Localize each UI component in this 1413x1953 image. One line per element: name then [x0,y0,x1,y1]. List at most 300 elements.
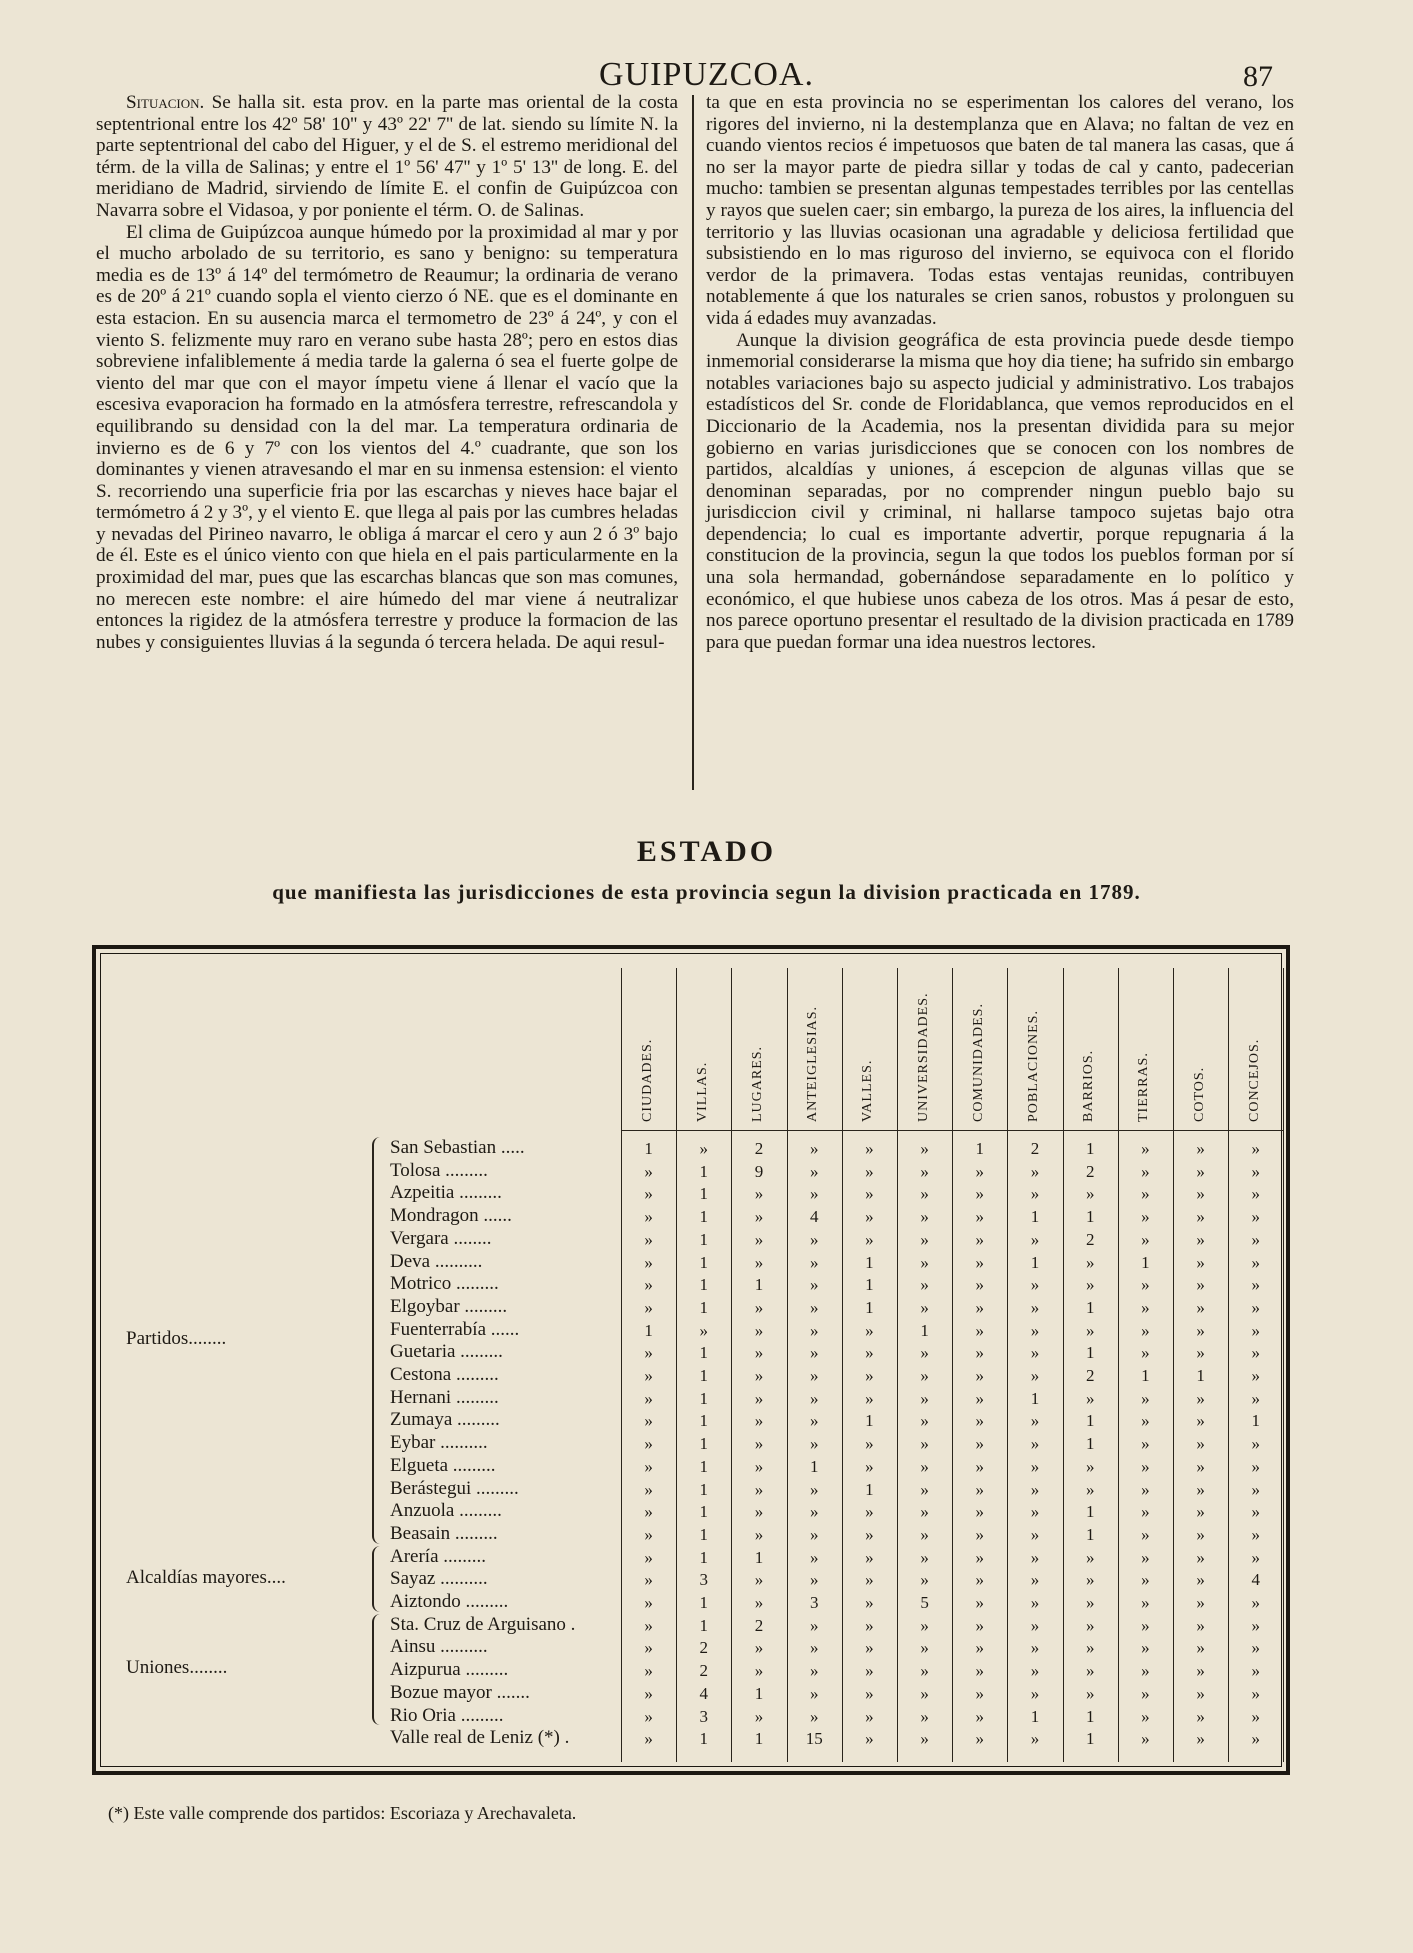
table-cell: » [865,1593,874,1612]
table-cell: » [1085,1320,1095,1340]
table-cell: » [865,1184,874,1204]
table-cell: 15 [805,1729,823,1749]
column-rule [842,968,843,1762]
row-label: Hernani ......... [390,1386,499,1408]
table-cell: » [1030,1184,1040,1204]
table-cell: » [1141,1161,1150,1181]
table-cell: » [754,1207,764,1227]
table-cell: » [809,1343,819,1363]
table-cell: 1 [975,1139,985,1158]
table-cell: » [644,1366,653,1385]
table-cell: » [1196,1184,1205,1204]
table-cell: » [1251,1343,1261,1363]
lead-word: Situacion. [126,92,205,113]
row-label: Fuenterrabía ...... [390,1318,520,1340]
column-rule [1228,968,1229,1762]
table-cell: » [809,1388,819,1408]
table-cell: » [754,1502,764,1522]
column-rule [1007,968,1008,1762]
table-cell: » [920,1207,929,1227]
table-cell: 1 [865,1297,874,1317]
table-cell: 1 [699,1366,709,1385]
table-cell: 1 [699,1411,709,1431]
row-label: Eybar .......... [390,1432,488,1454]
table-cell: » [754,1297,764,1317]
row-label: Zumaya ......... [390,1409,500,1431]
table-cell: » [1251,1366,1261,1385]
table-cell: 1 [754,1729,764,1749]
table-cell: » [809,1479,819,1499]
table-cell: » [1196,1661,1205,1681]
table-cell: » [644,1502,653,1522]
table-cell: » [809,1570,819,1590]
table-cell: 1 [699,1502,709,1522]
table-cell: » [1251,1388,1261,1408]
column-rule [731,968,732,1762]
table-cell: » [920,1275,929,1295]
table-cell: » [809,1297,819,1317]
table-cell: » [920,1343,929,1363]
table-cell: » [754,1388,764,1408]
row-label: Vergara ........ [390,1227,492,1249]
table-cell: » [644,1547,653,1567]
table-cell: » [1196,1343,1205,1363]
table-cell: 9 [754,1161,764,1181]
table-cell: 1 [1085,1524,1095,1544]
table-cell: 1 [1196,1366,1205,1385]
table-cell: 1 [1085,1207,1095,1227]
table-cell: » [975,1479,985,1499]
column-header: VILLAS. [694,1061,710,1122]
table-cell: » [1030,1297,1040,1317]
table-cell: 1 [865,1275,874,1295]
table-cell: » [1085,1570,1095,1590]
table-cell: 1 [699,1297,709,1317]
table-cell: » [1251,1661,1261,1681]
group-brace [372,1614,384,1726]
table-cell: » [1141,1343,1150,1363]
table-cell: » [1141,1502,1150,1522]
table-cell: » [1251,1297,1261,1317]
table-cell: 1 [1141,1366,1150,1385]
table-cell: 2 [1030,1139,1040,1158]
table-cell: » [920,1252,929,1272]
table-cell: » [865,1434,874,1454]
table-cell: » [754,1524,764,1544]
table-cell: » [975,1661,985,1681]
table-cell: 2 [1085,1229,1095,1249]
table-cell: 1 [644,1320,653,1340]
table-cell: » [975,1275,985,1295]
table-cell: » [754,1706,764,1726]
header-rule [621,1130,1283,1131]
table-cell: » [1141,1434,1150,1454]
table-cell: » [975,1297,985,1317]
table-cell: » [975,1252,985,1272]
table-cell: » [1141,1207,1150,1227]
table-cell: » [865,1161,874,1181]
table-cell: » [975,1207,985,1227]
group-brace [372,1546,384,1612]
column-header: LUGARES. [750,1045,765,1122]
table-cell: » [1196,1479,1205,1499]
table-cell: » [1085,1456,1095,1476]
table-cell: » [754,1570,764,1590]
table-cell: 1 [1141,1252,1150,1272]
table-cell: » [1251,1593,1261,1612]
table-cell: 1 [699,1456,709,1476]
table-cell: 3 [699,1706,709,1726]
table-cell: 2 [699,1661,709,1681]
table-cell: » [644,1683,653,1703]
table-cell: » [1030,1411,1040,1431]
table-cell: » [975,1615,985,1635]
column-header: ANTEIGLESIAS. [805,1005,821,1122]
row-label: Motrico ......... [390,1273,499,1295]
table-cell: 4 [809,1207,819,1227]
row-label: Arería ......... [390,1545,487,1567]
column-rule [621,968,622,1762]
column-rule [897,968,898,1762]
table-cell: » [1196,1683,1205,1703]
table-cell: » [644,1388,653,1408]
table-cell: » [1251,1524,1261,1544]
table-cell: » [809,1706,819,1726]
table-cell: » [1085,1252,1095,1272]
table-cell: 1 [699,1161,709,1181]
table-cell: » [1030,1502,1040,1522]
table-cell: » [1141,1683,1150,1703]
paragraph-text: ta que en esta provincia no se esperimentan los calores del verano, los rigores del invierno, ni la destemplanza que en Alava; no faltan de vez en cuando vientos recios é impetuosos que baten de tal manera las casas, que á no ser la mayor parte de piedra sillar y todas de cal y canto, padecerian mucho: tambien se presentan algunas tempestades terribles por las centellas y rayos que suelen caer; sin embargo, la pureza de los aires, la influencia del territorio y las lluvias ocasionan una agradable y deliciosa fertilidad que subsistiendo en lo mas riguroso del invierno, se equivoca con el florido verdor de la primavera. Todas estas ventajas reunidas, contribuyen notablemente á que los naturales se crien sanos, robustos y prolonguen su vida á edades muy avanzadas. [706,92,1294,329]
table-cell: » [975,1184,985,1204]
table-cell: » [1196,1524,1205,1544]
table-cell: » [644,1411,653,1431]
table-cell: » [754,1343,764,1363]
table-cell: » [809,1229,819,1249]
table-cell: » [975,1570,985,1590]
table-cell: » [1030,1320,1040,1340]
table-cell: » [1141,1297,1150,1317]
table-cell: » [975,1729,985,1749]
table-cell: » [1030,1161,1040,1181]
table-cell: » [1251,1207,1261,1227]
row-label: Bozue mayor ....... [390,1681,530,1703]
table-cell: » [1196,1207,1205,1227]
table-cell: » [754,1184,764,1204]
page-title: GUIPUZCOA. [599,56,814,93]
table-cell: » [809,1161,819,1181]
table-cell: » [809,1184,819,1204]
table-cell: 1 [1030,1388,1040,1408]
table-cell: » [975,1388,985,1408]
row-label: Azpeitia ......... [390,1182,502,1204]
row-label: San Sebastian ..... [390,1137,525,1158]
table-cell: » [644,1207,653,1227]
table-cell: » [644,1343,653,1363]
table-cell: 1 [699,1434,709,1454]
table-cell: » [644,1661,653,1681]
table-cell: » [1085,1275,1095,1295]
table-cell: » [1141,1229,1150,1249]
table-cell: » [1030,1479,1040,1499]
table-cell: 1 [1085,1502,1095,1522]
table-cell: » [1251,1683,1261,1703]
table-cell: 1 [699,1275,709,1295]
table-cell: » [865,1229,874,1249]
table-cell: 1 [699,1229,709,1249]
table-cell: » [865,1570,874,1590]
group-label: Alcaldías mayores.... [126,1566,286,1588]
table-cell: » [1251,1706,1261,1726]
table-cell: » [644,1706,653,1726]
table-cell: » [975,1366,985,1385]
table-cell: » [1196,1547,1205,1567]
table-cell: » [920,1638,929,1658]
table-cell: » [1030,1366,1040,1385]
table-cell: » [1030,1615,1040,1635]
table-cell: » [1251,1184,1261,1204]
table-cell: » [1141,1638,1150,1658]
table-cell: » [1251,1456,1261,1476]
row-label: Aizpurua ......... [390,1659,509,1681]
table-cell: » [865,1139,874,1158]
table-cell: » [1030,1661,1040,1681]
table-cell: » [975,1547,985,1567]
table-cell: » [1196,1729,1205,1749]
table-cell: » [865,1366,874,1385]
table-cell: » [699,1139,709,1158]
table-cell: » [1196,1388,1205,1408]
table-cell: » [754,1320,764,1340]
table-cell: » [865,1207,874,1227]
table-cell: 2 [1085,1161,1095,1181]
table-cell: » [1085,1593,1095,1612]
table-cell: » [920,1434,929,1454]
table-cell: » [644,1593,653,1612]
table-cell: » [1141,1661,1150,1681]
table-cell: » [1141,1524,1150,1544]
table-cell: » [975,1456,985,1476]
row-label: Cestona ......... [390,1364,499,1385]
table-cell: » [1141,1275,1150,1295]
table-cell: » [1141,1479,1150,1499]
table-cell: 1 [809,1456,819,1476]
table-cell: » [1030,1275,1040,1295]
table-cell: » [1141,1411,1150,1431]
table-cell: » [754,1456,764,1476]
table-cell: 2 [754,1139,764,1158]
table-cell: » [1030,1229,1040,1249]
table-cell: 1 [699,1252,709,1272]
table-cell: » [1030,1343,1040,1363]
row-label: Elgueta ......... [390,1454,496,1476]
table-cell: » [920,1615,929,1635]
table-cell: » [920,1524,929,1544]
table-cell: » [1030,1729,1040,1749]
table-cell: » [1085,1661,1095,1681]
table-cell: » [644,1297,653,1317]
column-header: POBLACIONES. [1026,1010,1041,1122]
table-cell: » [1030,1547,1040,1567]
table-cell: » [644,1615,653,1635]
table-cell: » [920,1729,929,1749]
table-cell: » [975,1524,985,1544]
table-cell: » [1251,1229,1261,1249]
table-cell: » [975,1411,985,1431]
table-cell: » [920,1570,929,1590]
table-cell: 1 [699,1729,709,1749]
table-cell: » [865,1388,874,1408]
table-cell: » [1251,1434,1261,1454]
table-cell: » [1251,1502,1261,1522]
table-cell: 2 [1085,1366,1095,1385]
table-cell: 1 [699,1343,709,1363]
table-cell: » [1141,1547,1150,1567]
table-cell: » [1251,1320,1261,1340]
table-cell: » [754,1366,764,1385]
table-cell: » [754,1661,764,1681]
table-cell: » [809,1661,819,1681]
table-cell: » [1030,1683,1040,1703]
column-rule [787,968,788,1762]
row-label: Ainsu .......... [390,1636,488,1658]
table-cell: » [1196,1434,1205,1454]
table-cell: » [865,1729,874,1749]
table-cell: » [644,1275,653,1295]
table-cell: » [644,1524,653,1544]
table-cell: » [1141,1729,1150,1749]
table-cell: 1 [865,1479,874,1499]
table-cell: » [1196,1638,1205,1658]
group-label: Uniones........ [126,1657,228,1679]
table-cell: » [1141,1593,1150,1612]
paragraph-text: Se halla sit. esta prov. en la parte mas oriental de la costa septentrional entre los 42º 58' 10'' y 43º 22' 7'' de lat. siendo su límite N. la parte septentrional del cabo del Higuer, y el de S. el estremo meridional del térm. de la villa de Salinas; y entre el 1º 56' 47'' y 1º 5' 13'' de long. E. del meridiano de Madrid, sirviendo de límite E. el confin de Guipúzcoa con Navarra sobre el Vidasoa, y por poniente el térm. O. de Salinas. [96,92,678,221]
table-cell: » [1196,1411,1205,1431]
table-cell: » [644,1229,653,1249]
table-cell: » [920,1547,929,1567]
group-label: Partidos........ [126,1328,227,1350]
column-header: CONCEJOS. [1246,1038,1262,1122]
table-cell: » [1085,1388,1095,1408]
table-cell: » [1141,1570,1150,1590]
estado-title: ESTADO [636,835,777,868]
table-cell: » [865,1524,874,1544]
table-cell: 1 [865,1252,874,1272]
table-cell: » [975,1638,985,1658]
row-label: Sayaz .......... [390,1568,488,1590]
table-cell: » [1030,1570,1040,1590]
table-cell: 1 [699,1479,709,1499]
table-cell: » [975,1343,985,1363]
table-cell: » [644,1161,653,1181]
table-cell: » [754,1434,764,1454]
footnote: (*) Este valle comprende dos partidos: Escoriaza y Arechavaleta. [108,1803,577,1823]
table-cell: » [865,1456,874,1476]
row-label: Tolosa ......... [390,1159,488,1181]
row-label: Sta. Cruz de Arguisano . [390,1613,576,1635]
table-cell: » [1251,1615,1261,1635]
table-cell: » [975,1706,985,1726]
table-cell: » [975,1593,985,1612]
table-cell: » [920,1456,929,1476]
table-cell: » [920,1411,929,1431]
table-cell: » [1196,1615,1205,1635]
column-rule [1173,968,1174,1762]
table-cell: » [809,1252,819,1272]
table-cell: » [975,1161,985,1181]
table-cell: » [754,1252,764,1272]
table-cell: » [920,1161,929,1181]
table-cell: 4 [699,1683,709,1703]
table-cell: » [865,1343,874,1363]
table-cell: 1 [1085,1729,1095,1749]
table-cell: » [975,1229,985,1249]
table-cell: » [809,1547,819,1567]
row-label: Rio Oria ......... [390,1704,504,1726]
table-cell: » [865,1706,874,1726]
table-cell: 3 [809,1593,819,1612]
table-cell: » [644,1434,653,1454]
table-cell: » [1196,1252,1205,1272]
table-cell: » [1085,1683,1095,1703]
column-header: COTOS. [1191,1066,1207,1122]
table-cell: » [1030,1593,1040,1612]
table-cell: » [809,1320,819,1340]
table-cell: » [920,1229,929,1249]
table-cell: » [1141,1139,1150,1158]
table-cell: 1 [1085,1434,1095,1454]
table-cell: » [920,1683,929,1703]
table-cell: » [809,1615,819,1635]
table-cell: » [1251,1547,1261,1567]
table-cell: » [754,1479,764,1499]
table-cell: » [1141,1388,1150,1408]
table-cell: » [865,1320,874,1340]
estado-subtitle: que manifiesta las jurisdicciones de esta provincia segun la division practicada en 1789. [272,880,1141,904]
table-cell: 3 [699,1570,709,1590]
table-cell: 1 [644,1139,653,1158]
page-number: 87 [1243,60,1273,93]
table-cell: » [865,1683,874,1703]
column-header: TIERRAS. [1136,1052,1152,1122]
table-cell: » [809,1638,819,1658]
table-cell: » [644,1479,653,1499]
table-cell: » [1251,1161,1261,1181]
table-cell: » [1251,1479,1261,1499]
table-cell: » [1141,1615,1150,1635]
table-cell: » [865,1615,874,1635]
table-cell: » [1196,1275,1205,1295]
table-cell: » [1196,1161,1205,1181]
table-cell: » [1196,1320,1205,1340]
table-cell: 1 [1030,1252,1040,1272]
table-cell: 2 [754,1615,764,1635]
table-cell: » [920,1706,929,1726]
table-cell: » [754,1229,764,1249]
table-cell: 1 [920,1320,929,1340]
column-header: UNIVERSIDADES. [915,992,931,1122]
table-cell: » [644,1570,653,1590]
table-cell: 1 [1030,1706,1040,1726]
table-cell: » [1196,1229,1205,1249]
table-cell: 1 [699,1524,709,1544]
table-cell: » [865,1502,874,1522]
row-label: Berástegui ......... [390,1477,519,1499]
table-cell: » [1085,1184,1095,1204]
table-cell: » [809,1366,819,1385]
table-cell: » [644,1184,653,1204]
table-cell: 1 [699,1593,709,1612]
